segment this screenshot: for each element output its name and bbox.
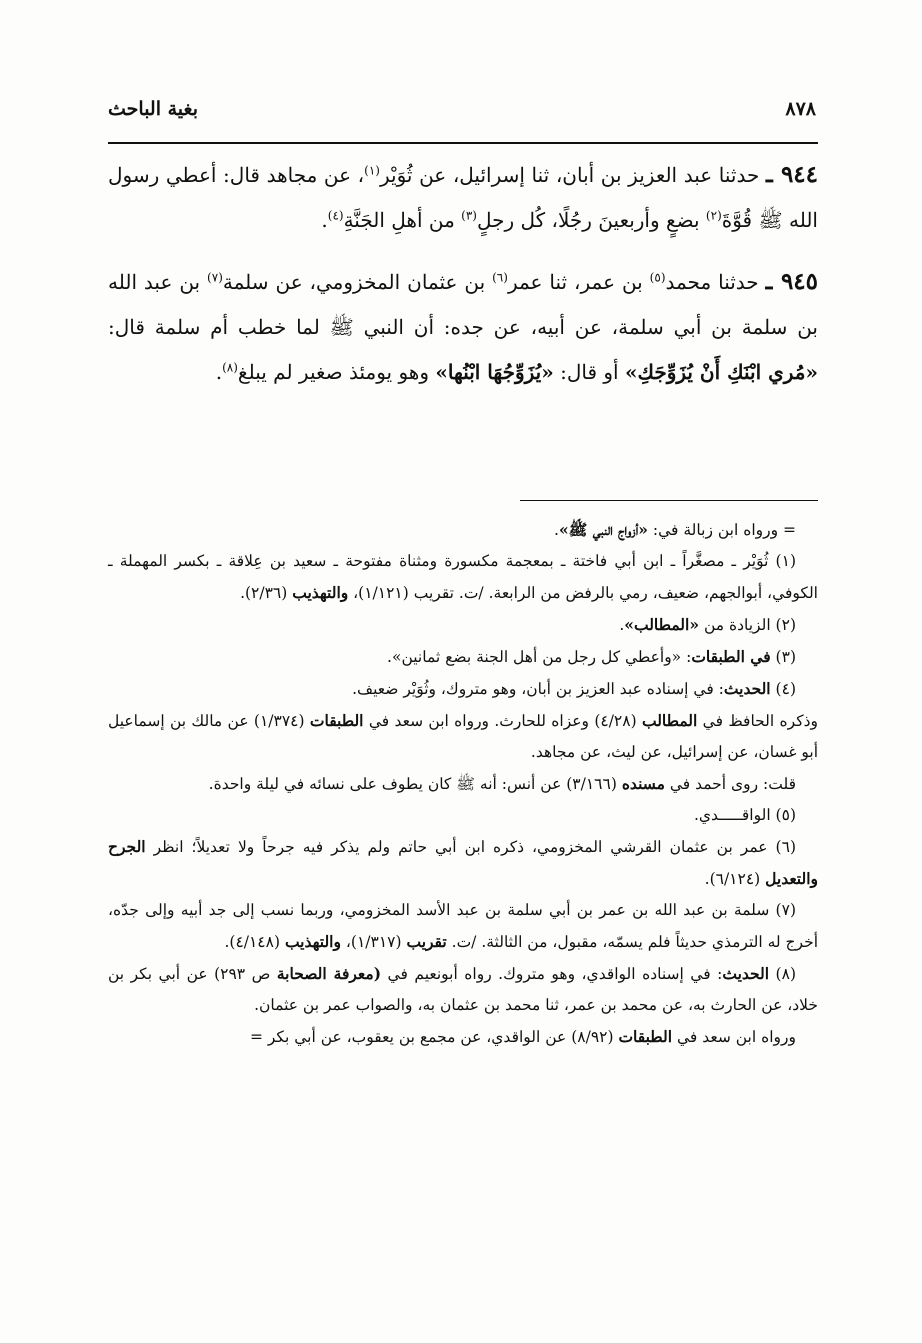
footnote-divider [520, 500, 818, 501]
footnote-text: : «وأعطي كل رجل من أهل الجنة بضع ثمانين». [387, 648, 692, 666]
footnote-4-remark [108, 768, 818, 800]
footnote-text: ص ٢٩٣) عن أبي بكر بن خلاد، عن الحارث به، عن محمد بن عمر، ثنا محمد بن عثمان به، والصواب عمر بن عثمان. [108, 965, 818, 1014]
footnote-continuation [108, 514, 818, 546]
footnote-text: : في إسناده الواقدي، وهو متروك. رواه أبونعيم في [381, 965, 723, 983]
hadith-text: بن عبد الله بن سلمة بن أبي سلمة، عن أبيه، عن جده: أن النبي ﷺ لما خطب أم سلمة قال: [108, 270, 818, 339]
hadith-945 [108, 259, 818, 395]
footnote-3 [108, 641, 818, 673]
footnote-text: (٧) سلمة بن عبد الله بن عمر بن أبي سلمة بن عبد الأسد المخزومي، وربما نسب إلى جد أبيه وإلى جدّه، أخرج له الترمذي حديثاً فلم يسمّه، مقبول، من الثالثة. /ت. [108, 901, 818, 951]
footnote-source: والتهذيب [292, 583, 349, 602]
footnote-text: (٨/٩٢) عن الواقدي، عن مجمع بن يعقوب، عن أبي بكر = [249, 1028, 619, 1046]
footnote-source: الجرح والتعديل [108, 837, 818, 888]
hadith-text: وهو يومئذ صغير لم يبلغ [237, 360, 436, 384]
hadith-text: . [321, 208, 328, 232]
footnote-source: «المطالب» [624, 615, 700, 634]
hadith-text: بن عمر، ثنا عمر [507, 270, 650, 294]
footnote-text: . [554, 521, 559, 539]
footnote-source: في الطبقات [691, 647, 771, 666]
hadith-text: بضعٍ وأربعينَ رجُلًا، كُل رجلٍ [476, 208, 706, 232]
footnote-text: (١) ثُوَيْر ـ مصغَّراً ـ ابن أبي فاختة ـ بمعجمة مكسورة ومثناة مفتوحة ـ سعيد بن عِلاقة ـ بكسر المهملة ـ الكوفي، أبوالجهم، ضعيف، رمي بالرفض من الرابعة. /ت. تقريب (١/١٢١)، [108, 552, 818, 602]
footnote-7 [108, 895, 818, 958]
footnote-source: الحديث [722, 964, 770, 983]
footnote-source: المطالب [641, 711, 698, 730]
footnote-source: والتهذيب [284, 932, 341, 951]
footnote-text: (٦) عمر بن عثمان القرشي المخزومي، ذكره ابن أبي حاتم ولم يذكر فيه جرحاً ولا تعديلاً؛ انظر [145, 838, 796, 856]
footnote-ref: (١) [364, 163, 380, 178]
hadith-text: حدثنا عبد العزيز بن أبان، ثنا إسرائيل، عن ثُوَيْر [379, 163, 760, 187]
header-divider [108, 142, 818, 144]
footnote-text: (٥) الواقـــــدي. [693, 806, 796, 824]
footnote-text: (١/٣١٧)، [340, 933, 407, 951]
footnote-text: قلت: روى أحمد في [664, 775, 796, 793]
footnote-text: (٨) [769, 965, 796, 983]
footnote-ref: (٧) [207, 270, 223, 285]
hadith-text: بن عثمان المخزومي، عن سلمة [222, 270, 493, 294]
footnote-source: تقريب [406, 932, 447, 951]
hadith-text: من أهلِ الجَنَّةِ [343, 208, 462, 232]
footnote-ref: (٣) [461, 208, 477, 223]
hadith-944 [108, 152, 818, 243]
footnote-text: = ورواه ابن زبالة في: [647, 521, 796, 539]
prophetic-quote: «مُري ابْنَكِ أَنْ يُزَوِّجَكِ» [624, 360, 818, 384]
footnote-2 [108, 609, 818, 641]
footnote-text: (٤) [770, 680, 796, 698]
footnote-ref: (٨) [222, 360, 238, 375]
footnote-text: (٤/١٤٨). [224, 933, 285, 951]
hadith-text: أو قال: [553, 360, 625, 384]
footnote-4-continued [108, 705, 818, 768]
footnote-text: ورواه ابن سعد في [672, 1028, 796, 1046]
book-title: بغية الباحث [108, 98, 198, 120]
footnote-text: وذكره الحافظ في [697, 712, 818, 730]
footnote-source: الطبقات [309, 711, 364, 730]
main-text [108, 152, 818, 411]
footnote-text: (٢/٣٦). [240, 584, 293, 602]
footnote-ref: (٢) [705, 208, 722, 223]
footnote-6 [108, 831, 818, 895]
footnote-source: الحديث [723, 679, 771, 698]
prophetic-quote: «يُزَوِّجُهَا ابْنُها» [435, 360, 554, 384]
footnote-source: «أزواج النبي ﷺ» [558, 520, 648, 539]
footnote-8 [108, 958, 818, 1021]
page-header [108, 92, 816, 126]
hadith-text: . [215, 360, 223, 384]
footnote-source: مسنده [621, 774, 665, 793]
footnote-1 [108, 546, 818, 609]
footnote-ref: (٦) [492, 270, 508, 285]
footnote-source: الطبقات [618, 1027, 673, 1046]
footnote-text: (٦/١٢٤). [704, 870, 766, 888]
hadith-number: ٩٤٥ ـ [765, 268, 818, 295]
footnote-8-continued [108, 1021, 818, 1053]
hadith-number: ٩٤٤ ـ [765, 161, 819, 188]
hadith-text: ، عن مجاهد قال: أعطي رسول الله ﷺ قُوَّةَ [108, 163, 818, 232]
footnote-text: (٣) [770, 648, 796, 666]
footnote-text: (٣/١٦٦) عن أنس: أنه ﷺ كان يطوف على نسائه في ليلة واحدة. [208, 775, 622, 793]
footnote-text: (٢) الزيادة من [699, 616, 796, 634]
footnote-text: . [619, 616, 625, 634]
footnotes [108, 514, 818, 1053]
footnote-text: : في إسناده عبد العزيز بن أبان، وهو متروك، وثُوَيْر ضعيف. [352, 680, 724, 698]
footnote-5 [108, 800, 818, 831]
footnote-ref: (٥) [649, 270, 666, 285]
footnote-ref: (٤) [327, 208, 344, 223]
page-number: ٨٧٨ [785, 98, 816, 120]
footnote-4 [108, 673, 818, 705]
hadith-text: حدثنا محمد [665, 270, 759, 294]
footnote-text: (١/٣٧٤) عن مالك بن إسماعيل أبو غسان، عن إسرائيل، عن ليث، عن مجاهد. [108, 712, 818, 761]
footnote-source: (معرفة الصحابة [276, 964, 382, 983]
footnote-text: (٤/٢٨) وعزاه للحارث. ورواه ابن سعد في [363, 712, 642, 730]
